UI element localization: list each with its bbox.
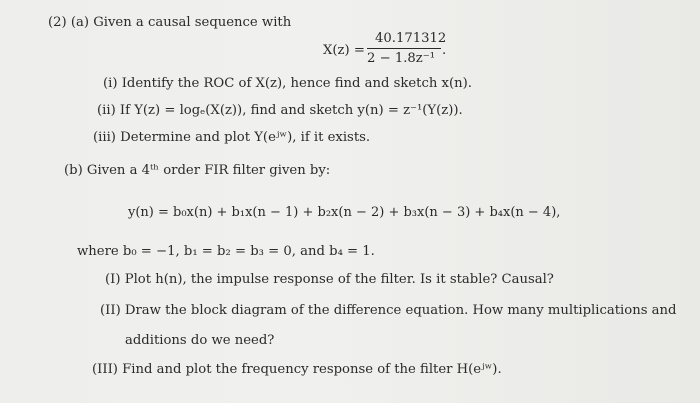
transfer-function: [323, 31, 447, 72]
fraction-numerator: 40.171312: [375, 31, 447, 46]
part-b-item-II-continued: additions do we need?: [125, 333, 275, 348]
coefficients-line: where b₀ = −1, b₁ = b₂ = b₃ = 0, and b₄ = 1.: [77, 244, 375, 259]
part-b-item-II: (II) Draw the block diagram of the difference equation. How many multiplications and: [100, 303, 677, 318]
fraction-denominator: 2 − 1.8z⁻¹: [367, 51, 435, 66]
part-b-item-I: (I) Plot h(n), the impulse response of the filter. Is it stable? Causal?: [105, 272, 554, 287]
part-b-intro: (b) Given a 4ᵗʰ order FIR filter given by:: [64, 163, 331, 178]
fraction-trail: .: [442, 43, 447, 58]
fraction-bar: [367, 48, 441, 49]
part-a-item-i: (i) Identify the ROC of X(z), hence find and sketch x(n).: [103, 76, 472, 91]
part-a-item-ii: (ii) If Y(z) = logₑ(X(z)), find and sketch y(n) = z⁻¹(Y(z)).: [97, 103, 463, 118]
part-a-item-iii: (iii) Determine and plot Y(eʲʷ), if it exists.: [93, 130, 371, 145]
part-b-item-III: (III) Find and plot the frequency response of the filter H(eʲʷ).: [92, 362, 502, 377]
fraction-lhs: X(z) =: [323, 43, 365, 58]
problem-header: (2) (a) Given a causal sequence with: [48, 15, 292, 30]
fir-difference-equation: y(n) = b₀x(n) + b₁x(n − 1) + b₂x(n − 2) + b₃x(n − 3) + b₄x(n − 4),: [128, 205, 561, 220]
